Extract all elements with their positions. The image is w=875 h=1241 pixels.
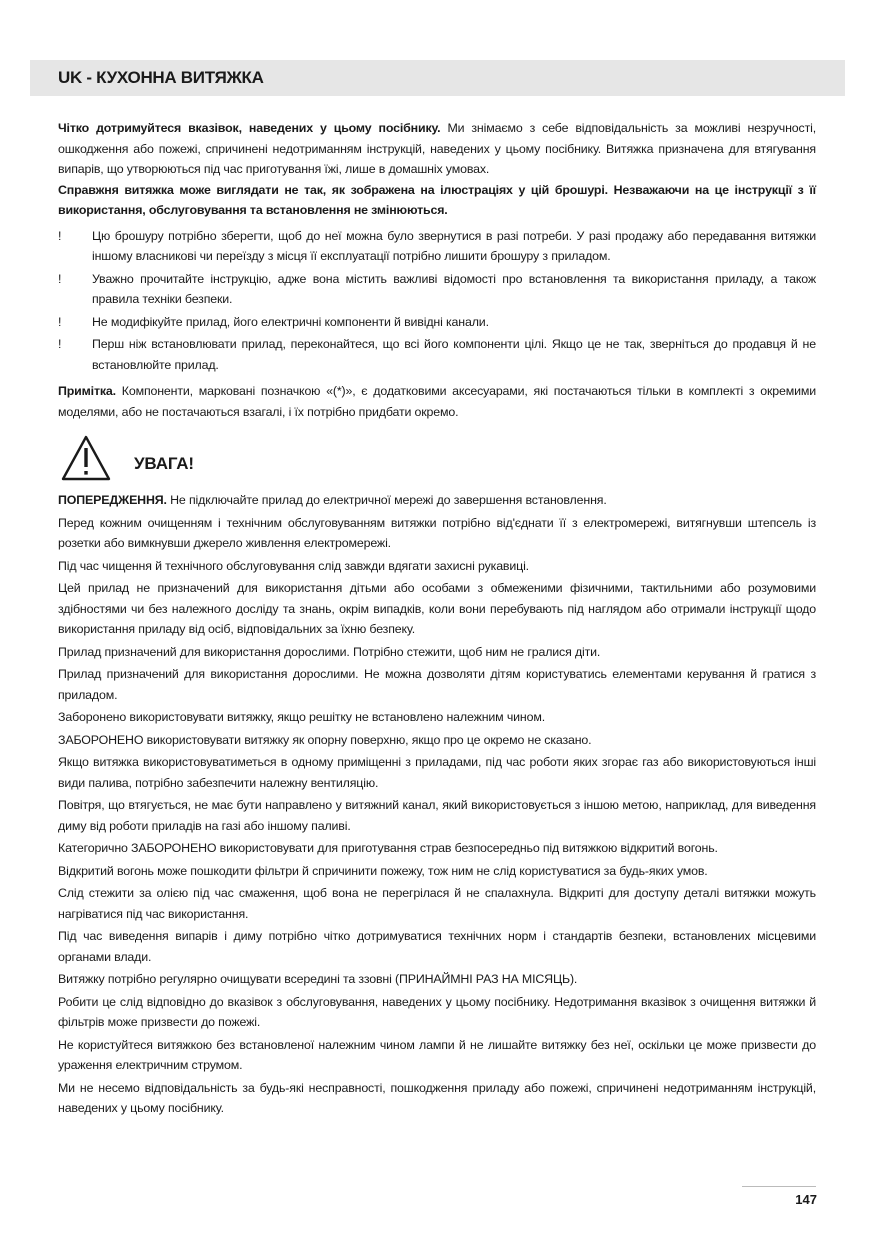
warning-paragraph: ЗАБОРОНЕНО використовувати витяжку як опорну поверхню, якщо про це окремо не сказано. <box>58 732 592 747</box>
note-text: Компоненти, марковані позначкою «(*)», є додатковими аксесуарами, які постачаються тільки в комплекті з окремими моделями, або не постачаються взагалі, і їх потрібно придбати окремо. <box>58 384 816 419</box>
intro-text: Ми знімаємо з себе відповідальність за можливі незручності, ошкодження або пожежі, спричинені недотриманням інструкцій, наведених у цьому посібнику. Витяжка призначена для втягування випарів, що утворюються під час приготування їжі, лише в домашніх умовах. <box>58 121 817 176</box>
page-content <box>58 118 816 1121</box>
list-item <box>58 226 816 267</box>
warning-paragraph: Під час виведення випарів і диму потрібно чітко дотримуватися технічних норм і стандартів безпеки, встановлених місцевими органами влади. <box>58 929 816 964</box>
exclamation-bullet: ! <box>58 228 62 243</box>
section-title: UK - КУХОННА ВИТЯЖКА <box>58 68 264 87</box>
warning-paragraph: Прилад призначений для використання дорослими. Потрібно стежити, щоб ним не гралися діти. <box>58 644 601 659</box>
warning-lead-bold: ПОПЕРЕДЖЕННЯ. <box>58 493 167 507</box>
list-item <box>58 334 816 375</box>
warning-paragraph: Не користуйтеся витяжкою без встановленої належним чином лампи й не лишайте витяжку без неї, оскільки це може призвести до ураження електричним струмом. <box>58 1037 816 1072</box>
list-item-text: Не модифікуйте прилад, його електричні компоненти й вивідні канали. <box>92 314 489 329</box>
list-item <box>58 312 816 333</box>
warning-paragraph: Відкритий вогонь може пошкодити фільтри й спричинити пожежу, тож ним не слід користуватися за будь-яких умов. <box>58 863 708 878</box>
intro-bold: Чітко дотримуйтеся вказівок, наведених у цьому посібнику. <box>58 121 441 135</box>
warning-paragraph: Повітря, що втягується, не має бути направлено у витяжний канал, який використовується з іншою метою, наприклад, для виведення диму від роботи приладів на газі або іншому паливі. <box>58 798 816 833</box>
warning-triangle-icon <box>60 434 112 482</box>
intro-disclaimer: Справжня витяжка може виглядати не так, як зображена на ілюстраціях у цій брошурі. Незважаючи на це інструкції з її використання, обслуговування та встановлення не змінюються. <box>58 182 816 217</box>
warning-paragraph <box>58 490 816 511</box>
warning-paragraph: Ми не несемо відповідальність за будь-які несправності, пошкодження приладу або пожежі, спричинені недотриманням інструкцій, наведених у цьому посібнику. <box>58 1080 816 1115</box>
warning-paragraph: Витяжку потрібно регулярно очищувати всередині та ззовні (ПРИНАЙМНІ РАЗ НА МІСЯЦЬ). <box>58 972 578 986</box>
warning-paragraph: Перед кожним очищенням і технічним обслуговуванням витяжки потрібно від'єднати її з електромережі, витягнувши штепсель із розетки або вимкнувши джерело живлення електромережі. <box>58 515 816 550</box>
list-item-text: Перш ніж встановлювати прилад, переконайтеся, що всі його компоненти цілі. Якщо це не так, зверніться до продавця й не встановлюйте прилад. <box>92 337 816 372</box>
note-label: Примітка. <box>58 384 116 398</box>
list-item <box>58 269 816 310</box>
list-item-text: Уважно прочитайте інструкцію, адже вона містить важливі відомості про встановлення та використання приладу, а також правила техніки безпеки. <box>92 271 816 306</box>
note-paragraph <box>58 381 816 422</box>
page-number: 147 <box>795 1192 817 1207</box>
warning-paragraph: Слід стежити за олією під час смаження, щоб вона не перегрілася й не спалахнула. Відкриті для доступу деталі витяжки можуть нагріватися під час використання. <box>58 886 816 921</box>
exclamation-bullet: ! <box>58 271 62 286</box>
warning-paragraph: Заборонено використовувати витяжку, якщо решітку не встановлено належним чином. <box>58 710 546 724</box>
exclamation-bullet: ! <box>58 314 62 329</box>
warning-paragraph: Під час чищення й технічного обслуговування слід завжди вдягати захисні рукавиці. <box>58 558 529 573</box>
precaution-list <box>58 226 816 376</box>
list-item-text: Цю брошуру потрібно зберегти, щоб до неї можна було звернутися в разі потреби. У разі продажу або передавання витяжки іншому власникові чи переїзду з місця її експлуатації потрібно лишити брошуру з приладом. <box>92 228 816 263</box>
warning-title: УВАГА! <box>134 454 194 473</box>
warning-lead-text: Не підключайте прилад до електричної мережі до завершення встановлення. <box>166 493 607 507</box>
footer-rule <box>742 1186 816 1187</box>
warning-paragraph: Робити це слід відповідно до вказівок з обслуговування, наведених у цьому посібнику. Недотримання вказівок з очищення витяжки й фільтрів може призвести до пожежі. <box>58 994 816 1029</box>
warning-heading <box>58 434 816 490</box>
intro-paragraph <box>58 118 816 180</box>
warning-paragraph: Категорично ЗАБОРОНЕНО використовувати для приготування страв безпосередньо під витяжкою відкритий вогонь. <box>58 841 718 855</box>
warning-paragraph: Якщо витяжка використовуватиметься в одному приміщенні з приладами, під час роботи яких згорає газ або використовуються інші види палива, потрібно забезпечити належну вентиляцію. <box>58 755 816 790</box>
exclamation-bullet: ! <box>58 337 62 351</box>
section-header <box>30 60 845 96</box>
warning-paragraph: Прилад призначений для використання дорослими. Не можна дозволяти дітям користуватись елементами керування й гратися з приладом. <box>58 667 816 702</box>
warning-body <box>58 490 816 1119</box>
warning-paragraph: Цей прилад не призначений для використання дітьми або особами з обмеженими фізичними, тактильними або розумовими здібностями чи без належного досліду та знань, окрім випадків, коли вони перебувають під наглядом або отримали інструкції щодо використання приладу від осіб, відповідальних за їхню безпеку. <box>58 581 816 636</box>
